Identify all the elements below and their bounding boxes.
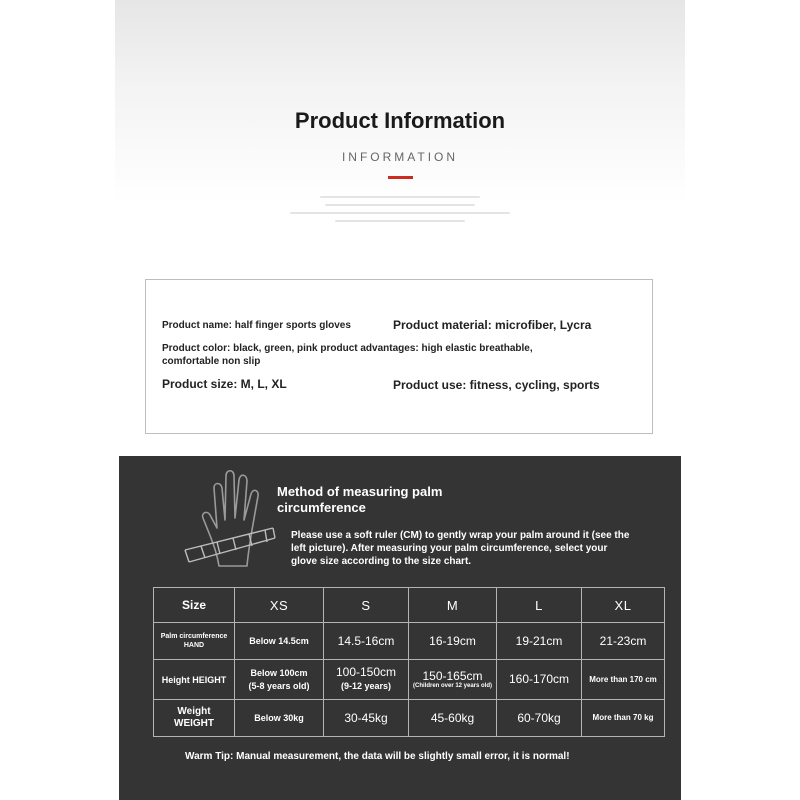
hand-measure-icon	[181, 458, 281, 578]
palm-row	[154, 623, 665, 660]
product-name: Product name: half finger sports gloves	[162, 320, 351, 331]
palm-xl: 21-23cm	[582, 623, 665, 660]
faint-text-decoration	[280, 196, 520, 228]
product-use: Product use: fitness, cycling, sports	[393, 378, 600, 392]
height-m-range: 150-165cm	[422, 668, 483, 683]
height-label: Height HEIGHT	[154, 660, 235, 700]
size-header-row	[154, 588, 665, 623]
size-m: M	[409, 588, 497, 623]
palm-xs: Below 14.5cm	[235, 623, 324, 660]
size-l: L	[497, 588, 582, 623]
weight-label	[154, 700, 235, 737]
height-m	[409, 660, 497, 700]
palm-m: 16-19cm	[409, 623, 497, 660]
height-xl: More than 170 cm	[582, 660, 665, 700]
weight-label-line1: Weight	[177, 706, 211, 717]
size-xl: XL	[582, 588, 665, 623]
warm-tip: Warm Tip: Manual measurement, the data will be slightly small error, it is normal!	[185, 751, 570, 762]
weight-label-line2: WEIGHT	[174, 718, 214, 729]
product-color: Product color: black, green, pink product advantages: high elastic breathable,	[162, 343, 533, 354]
size-s: S	[324, 588, 409, 623]
size-chart-table	[153, 587, 665, 737]
page-title: Product Information	[294, 108, 506, 133]
size-xs: XS	[235, 588, 324, 623]
height-xs	[235, 660, 324, 700]
measure-description: Please use a soft ruler (CM) to gently wrap your palm around it (see the left picture). After measuring your palm circumference, select your glove size according to the size chart.	[291, 530, 630, 567]
height-l: 160-170cm	[497, 660, 582, 700]
height-m-age: (Children over 12 years old)	[412, 682, 493, 689]
palm-s: 14.5-16cm	[324, 623, 409, 660]
measure-title: Method of measuring palm circumference	[277, 484, 443, 515]
height-xs-range: Below 100cm	[250, 667, 308, 678]
weight-l: 60-70kg	[497, 700, 582, 737]
product-material: Product material: microfiber, Lycra	[393, 318, 592, 332]
page-subtitle: INFORMATION	[341, 150, 459, 164]
height-s	[324, 660, 409, 700]
product-advantages: comfortable non slip	[162, 356, 261, 367]
palm-label-line1: Palm circumference	[160, 633, 228, 640]
weight-m: 45-60kg	[409, 700, 497, 737]
weight-xl: More than 70 kg	[582, 700, 665, 737]
height-row	[154, 660, 665, 700]
palm-l: 19-21cm	[497, 623, 582, 660]
accent-divider	[388, 176, 413, 179]
height-xs-age: (5-8 years old)	[248, 680, 310, 691]
height-s-range: 100-150cm	[335, 665, 397, 679]
weight-xs: Below 30kg	[235, 700, 324, 737]
palm-label-line2: HAND	[183, 642, 205, 649]
height-s-age: (9-12 years)	[340, 681, 392, 691]
product-info-box	[145, 279, 653, 434]
weight-s: 30-45kg	[324, 700, 409, 737]
weight-row	[154, 700, 665, 737]
size-header-label: Size	[154, 588, 235, 623]
measurement-panel	[119, 456, 681, 800]
product-size: Product size: M, L, XL	[162, 377, 287, 391]
palm-label	[154, 623, 235, 660]
